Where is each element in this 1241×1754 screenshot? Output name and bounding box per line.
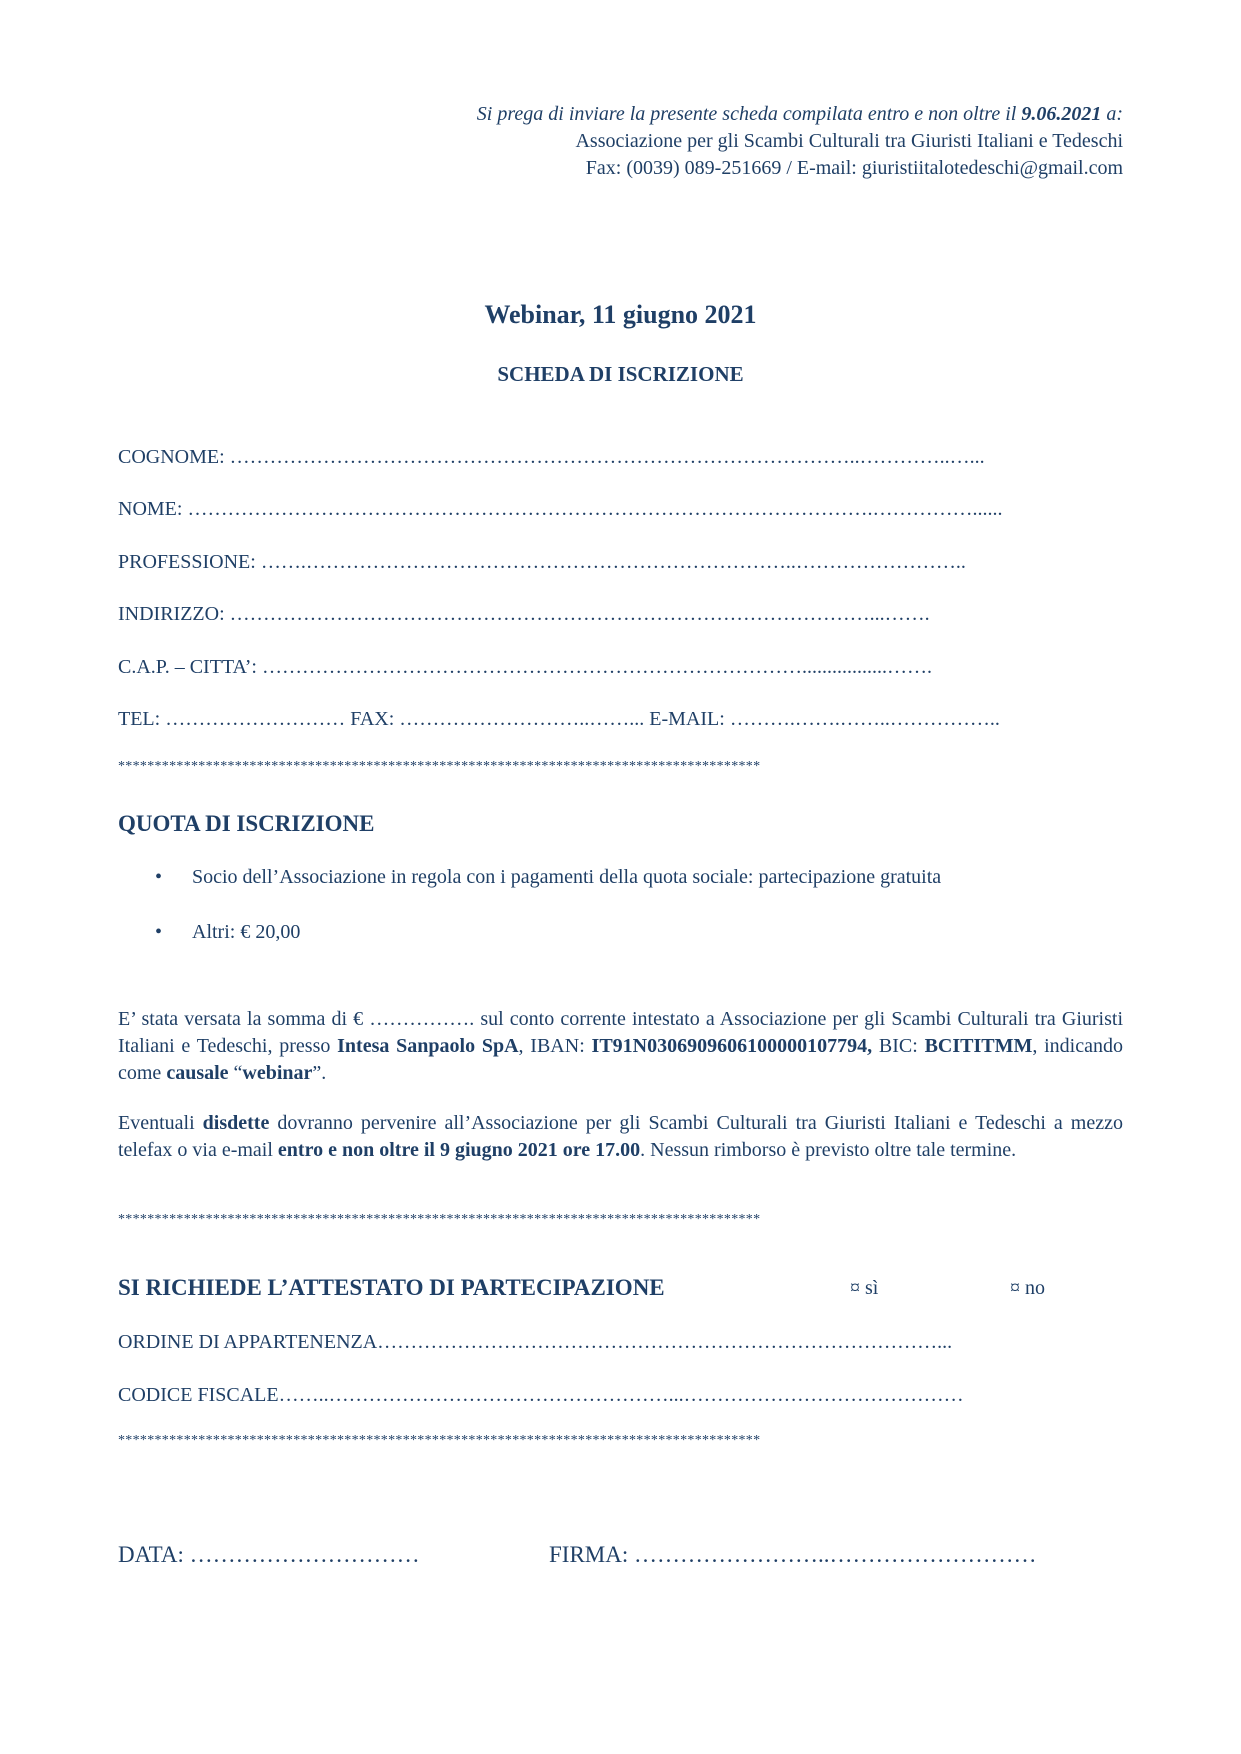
cancellation-text: . Nessun rimborso è previsto oltre tale termine. — [640, 1139, 1017, 1161]
quota-item-text: Socio dell’Associazione in regola con i pagamenti della quota sociale: partecipazione gratuita — [192, 866, 942, 888]
cancellation-text: dovranno pervenire all’Associazione per gli Scambi Culturali tra Giuristi Italiani e Tedeschi a mezzo telefax o via e-mail — [118, 1112, 1123, 1161]
separator-1: **************************************************************************************** — [118, 759, 761, 774]
causale-value: webinar — [242, 1062, 313, 1084]
indirizzo-field[interactable]: INDIRIZZO: ……………………………………………………………………………………...……. — [118, 603, 930, 625]
payment-paragraph — [118, 1006, 1123, 1087]
contact-fields-row[interactable]: TEL: ……………………… FAX: ………………………..……... E-MAIL: ……….…….……..…………….. — [118, 708, 1000, 730]
attestato-yes-option[interactable]: ¤ sì — [850, 1277, 879, 1299]
nome-field[interactable]: NOME: ………………………………………………………………………………………….……………...... — [118, 498, 1003, 520]
payment-text: , IBAN: — [518, 1035, 592, 1057]
payment-text: , indicando come — [118, 1035, 1123, 1084]
cognome-field[interactable]: COGNOME: …………………………………………………………………………………..…………..…... — [118, 446, 985, 468]
bullet-icon: • — [155, 866, 163, 888]
separator-2: **************************************************************************************** — [118, 1212, 761, 1227]
quota-item-others — [155, 921, 300, 944]
professione-field[interactable]: PROFESSIONE: …….………………………………………………………………..…………………….. — [118, 551, 966, 573]
cancellation-paragraph — [118, 1110, 1123, 1164]
header-contacts: Fax: (0039) 089-251669 / E-mail: giuristiitalotedeschi@gmail.com — [585, 157, 1123, 179]
bic-value: BCITITMM — [924, 1035, 1033, 1057]
ordine-field[interactable]: ORDINE DI APPARTENENZA…………………………………………………………………………... — [118, 1331, 953, 1353]
header-deadline-date: 9.06.2021 — [1021, 103, 1102, 125]
header-instruction — [477, 101, 1123, 128]
cancellation-deadline: entro e non oltre il 9 giugno 2021 ore 17.00 — [277, 1139, 641, 1161]
header-block — [477, 101, 1123, 182]
quota-item-text: Altri: € 20,00 — [192, 921, 301, 943]
attestato-no-option[interactable]: ¤ no — [1010, 1277, 1045, 1299]
header-instruction-text: Si prega di inviare la presente scheda compilata entro e non oltre il — [476, 103, 1022, 125]
iban-value: IT91N0306909606100000107794, — [591, 1035, 873, 1057]
payment-text: “ — [228, 1062, 243, 1084]
page-title: Webinar, 11 giugno 2021 — [484, 300, 757, 329]
form-subtitle: SCHEDA DI ISCRIZIONE — [497, 362, 744, 386]
cap-citta-field[interactable]: C.A.P. – CITTA’: ……………………………………………………………………….................……. — [118, 656, 932, 678]
signature-field[interactable]: FIRMA: ……………………..……………………… — [549, 1542, 1037, 1567]
header-instruction-end: a: — [1101, 103, 1123, 125]
codice-fiscale-field[interactable]: CODICE FISCALE……..……………………………………………...…………………………………… — [118, 1384, 964, 1406]
date-field[interactable]: DATA: ………………………… — [118, 1542, 420, 1567]
separator-3: **************************************************************************************** — [118, 1433, 761, 1448]
payment-text: BIC: — [872, 1035, 925, 1057]
bank-name: Intesa Sanpaolo SpA — [337, 1035, 519, 1057]
bullet-icon: • — [155, 921, 163, 943]
causale-label: causale — [166, 1062, 229, 1084]
cancellation-text: Eventuali — [118, 1112, 203, 1134]
attestato-title: SI RICHIEDE L’ATTESTATO DI PARTECIPAZIONE — [118, 1275, 665, 1300]
payment-text: ”. — [312, 1062, 327, 1084]
payment-text: E’ stata versata la somma di € ……………. sul conto corrente intestato a Associazione per gli Scambi Culturali tra Giuristi Italiani e Tedeschi, presso — [118, 1008, 1123, 1057]
disdette-word: disdette — [202, 1112, 270, 1134]
header-association: Associazione per gli Scambi Culturali tra Giuristi Italiani e Tedeschi — [575, 130, 1123, 152]
quota-title: QUOTA DI ISCRIZIONE — [118, 811, 375, 836]
quota-item-member — [155, 866, 941, 889]
